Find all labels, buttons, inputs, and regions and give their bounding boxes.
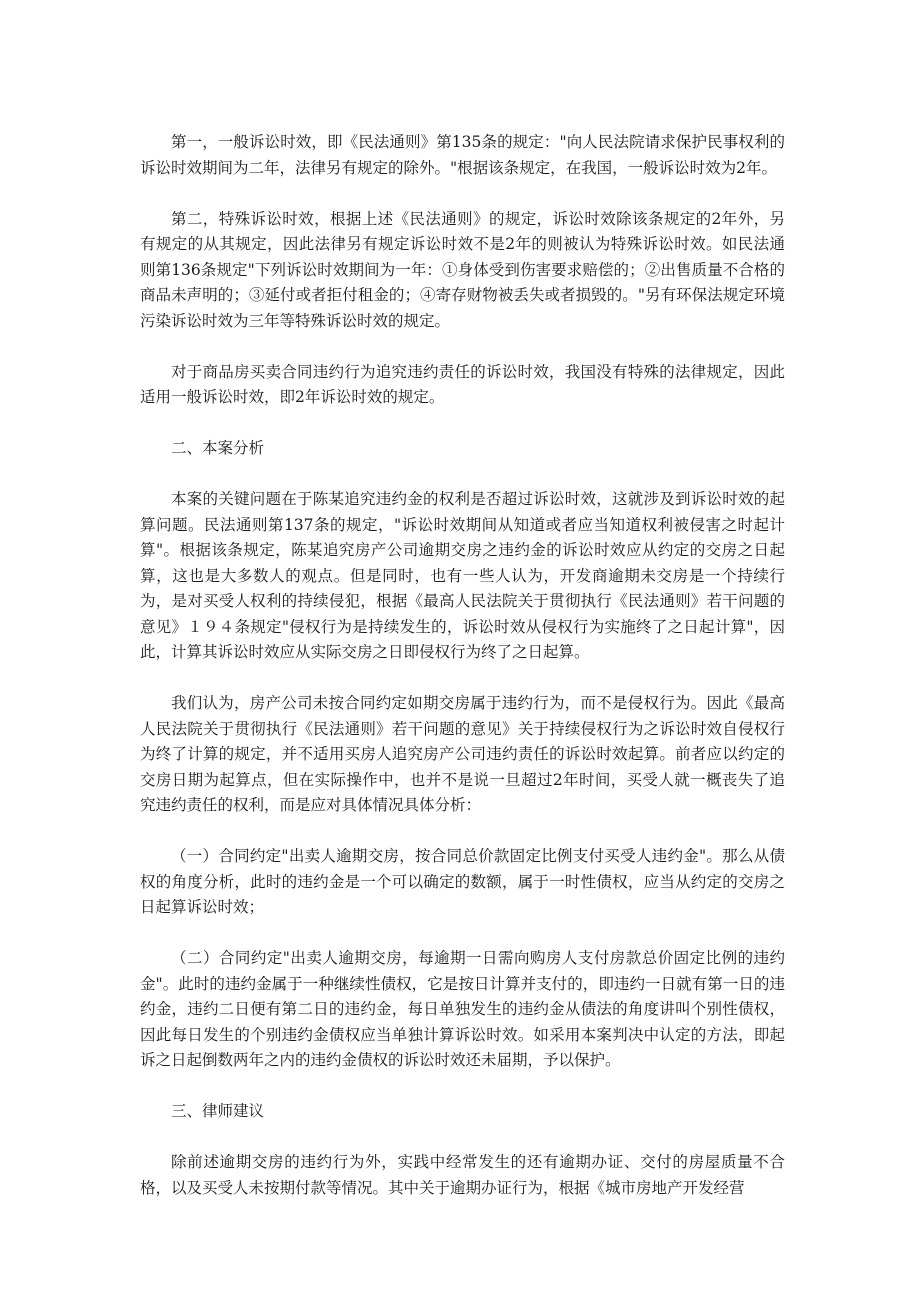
- paragraph-our-opinion: 我们认为，房产公司未按合同约定如期交房属于违约行为，而不是侵权行为。因此《最高人民法院关于贯彻执行《民法通则》若干问题的意见》关于持续侵权行为之诉讼时效自侵权行为终了计算的规定，并不适用买房人追究房产公司违约责任的诉讼时效起算。前者应以约定的交房日期为起算点，但在实际操作中，也并不是说一旦超过2年时间，买受人就一概丧失了追究违约责任的权利，而是应对具体情况具体分析：: [140, 694, 785, 814]
- paragraph-other-breaches: 除前述逾期交房的违约行为外，实践中经常发生的还有逾期办证、交付的房屋质量不合格，以及买受人未按期付款等情况。其中关于逾期办证行为，根据《城市房地产开发经营: [140, 1153, 785, 1197]
- paragraph-case-one: （一）合同约定"出卖人逾期交房，按合同总价款固定比例支付买受人违约金"。那么从债权的角度分析，此时的违约金是一个可以确定的数额，属于一时性债权，应当从约定的交房之日起算诉讼时效；: [140, 847, 785, 916]
- paragraph-special-limitation: 第二，特殊诉讼时效，根据上述《民法通则》的规定，诉讼时效除该条规定的2年外，另有规定的从其规定，因此法律另有规定诉讼时效不是2年的则被认为特殊诉讼时效。如民法通则第136条规定"下列诉讼时效期间为一年：①身体受到伤害要求赔偿的；②出售质量不合格的商品未声明的；③延付或者拒付租金的；④寄存财物被丢失或者损毁的。"另有环保法规定环境污染诉讼时效为三年等特殊诉讼时效的规定。: [140, 209, 785, 330]
- paragraph-case-two: （二）合同约定"出卖人逾期交房，每逾期一日需向购房人支付房款总价固定比例的违约金"。此时的违约金属于一种继续性债权，它是按日计算并支付的，即违约一日就有第一日的违约金，违约二日便有第二日的违约金，每日单独发生的违约金从债法的角度讲叫个别性债权，因此每日发生的个别违约金债权应当单独计算诉讼时效。如采用本案判决中认定的方法，即起诉之日起倒数两年之内的违约金债权的诉讼时效还未届期，予以保护。: [140, 949, 785, 1069]
- section-heading-lawyer-advice: 三、律师建议: [171, 1102, 265, 1120]
- paragraph-general-limitation: 第一，一般诉讼时效，即《民法通则》第135条的规定："向人民法院请求保护民事权利的诉讼时效期间为二年，法律另有规定的除外。"根据该条规定，在我国，一般诉讼时效为2年。: [140, 133, 785, 177]
- document-body: [140, 130, 785, 1227]
- paragraph-key-issue: 本案的关键问题在于陈某追究违约金的权利是否超过诉讼时效，这就涉及到诉讼时效的起算问题。民法通则第137条的规定，"诉讼时效期间从知道或者应当知道权利被侵害之时起计算"。根据该条规定，陈某追究房产公司逾期交房之违约金的诉讼时效应从约定的交房之日起算，这也是大多数人的观点。但是同时，也有一些人认为，开发商逾期未交房是一个持续行为，是对买受人权利的持续侵犯，根据《最高人民法院关于贯彻执行《民法通则》若干问题的意见》１９４条规定"侵权行为是持续发生的，诉讼时效从侵权行为实施终了之日起计算"，因此，计算其诉讼时效应从实际交房之日即侵权行为终了之日起算。: [140, 490, 785, 661]
- section-heading-case-analysis: 二、本案分析: [171, 439, 265, 457]
- paragraph-applicable-limitation: 对于商品房买卖合同违约行为追究违约责任的诉讼时效，我国没有特殊的法律规定，因此适用一般诉讼时效，即2年诉讼时效的规定。: [140, 362, 785, 406]
